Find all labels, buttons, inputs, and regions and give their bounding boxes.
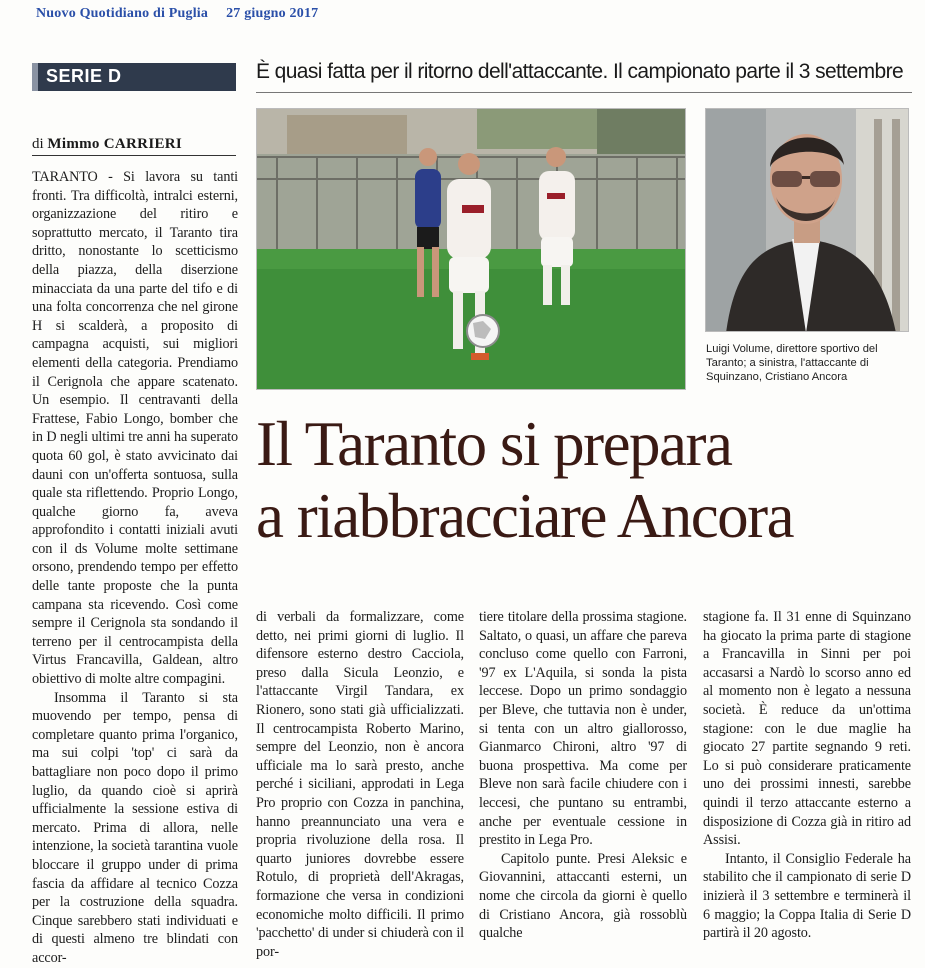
article-column-1 bbox=[32, 168, 238, 968]
masthead-date: 27 giugno 2017 bbox=[226, 6, 319, 21]
paragraph: Capitolo punte. Presi Aleksic e Giovannini, attaccanti esterni, un nome che circola da giorni è quello di Cristiano Ancora, già rossoblù qualche bbox=[479, 850, 687, 942]
headline-line-1: Il Taranto si prepara bbox=[256, 409, 732, 479]
paragraph: TARANTO - Si lavora su tanti fronti. Tra difficoltà, intralci esterni, organizzazione del ritiro e soprattutto mercato, il Taranto tira dritto, nonostante lo scetticismo della piazza, della diserzione minacciata da una parte del tifo e di una folta concorrenza che nel girone H si scalderà, a proposito di campagna acquisti, sui migliori elementi della categoria. Prendiamo il Cerignola che appare scatenato. Un esempio. Il centravanti della Frattese, Fabio Longo, bomber che in D negli ultimi tre anni ha superato quota 60 gol, è stato avvicinato dai dauni con un'offerta sontuosa, sulla quale sta riflettendo. Proprio Longo, qualche giorno fa, aveva approfondito i contatti iniziali avuti con il ds Volume molte settimane orsono, prendendo tempo per effetto delle tante proposte che la punta campana sta ricevendo. Così come sempre il Cerignola sta sondando il terreno per il centrocampista della Virtus Francavilla, Galdean, altro obiettivo di molte altre compagini. bbox=[32, 169, 238, 688]
paragraph: Intanto, il Consiglio Federale ha stabilito che il campionato di serie D inizierà il 3 settembre e terminerà il 6 maggio; la Coppa Italia di Serie D partirà il 20 agosto. bbox=[703, 850, 911, 942]
section-tag bbox=[32, 63, 236, 91]
article-column-2 bbox=[256, 608, 464, 961]
paragraph: di verbali da formalizzare, come detto, nei primi giorni di luglio. Il difensore esterno destro Cacciola, preso dalla Sicula Leonzio, e l'attaccante Virgil Tandara, ex Rionero, sono stati già ufficializzati. Il centrocampista Roberto Marino, sempre del Leonzio, non è ancora ufficiale ma lo sarà presto, anche perché i siciliani, approdati in Lega Pro proprio con Cozza in panchina, hanno preannunciato una vera e propria rivoluzione della rosa. Il quarto juniores dovrebbe essere Rotulo, di proprietà dell'Akragas, formazione che versa in condizioni economiche molto difficili. Il primo 'pacchetto' di under si chiuderà con il por- bbox=[256, 609, 464, 960]
section-label: SERIE D bbox=[46, 66, 122, 86]
match-photo bbox=[256, 108, 686, 390]
kicker: È quasi fatta per il ritorno dell'attaccante. Il campionato parte il 3 settembre bbox=[256, 60, 904, 83]
photo-caption: Luigi Volume, direttore sportivo del Taranto; a sinistra, l'attaccante di Squinzano, Cristiano Ancora bbox=[706, 343, 878, 383]
article-column-4 bbox=[703, 608, 911, 943]
portrait-photo bbox=[705, 108, 909, 332]
byline bbox=[32, 136, 236, 156]
headline bbox=[256, 408, 916, 552]
masthead-paper: Nuovo Quotidiano di Puglia bbox=[36, 6, 209, 21]
byline-author: Mimmo CARRIERI bbox=[47, 136, 183, 152]
byline-prefix: di bbox=[32, 136, 44, 152]
article-column-3 bbox=[479, 608, 687, 943]
kicker-divider bbox=[256, 92, 912, 93]
masthead bbox=[36, 6, 318, 22]
paragraph: tiere titolare della prossima stagione. Saltato, o quasi, un affare che pareva concluso come quello con Farroni, '97 ex L'Aquila, si sonda la pista leccese. Dopo un primo sondaggio per Bleve, che tuttavia non è under, si tenta con un altro giallorosso, Gianmarco Chironi, altro '97 di buona prospettiva. Ma come per Bleve non sarà facile chiudere con i leccesi, che puntano su entrambi, anche per eventuale cessione in prestito in Lega Pro. bbox=[479, 609, 687, 849]
headline-line-2: a riabbracciare Ancora bbox=[256, 481, 794, 551]
paragraph: stagione fa. Il 31 enne di Squinzano ha giocato la prima parte di stagione a Francavilla in Sinni per poi accasarsi a Nardò lo scorso anno ed al momento non è legato a nessuna società. È reduce da un'ottima stagione: con le due maglie ha giocato 27 partite segnando 9 reti. Lo si può considerare praticamente uno dei prossimi innesti, sarebbe quindi il terzo attaccante esterno a disposizione di Cozza già in ritiro ad Assisi. bbox=[703, 609, 911, 849]
paragraph: Insomma il Taranto si sta muovendo per tempo, pensa di completare quanto prima l'organico, ma sui colpi 'top' ci sarà da battagliare non poco dopo il primo luglio, da quando cioè si aprirà ufficialmente la sessione estiva di mercato. Prima di allora, nelle intenzione, la società tarantina vuole bloccare il gruppo under di prima fascia da affidare al tecnico Cozza per la costruzione della squadra. Cinque sarebbero stati individuati e di questi almeno tre blindati con accor- bbox=[32, 689, 238, 966]
